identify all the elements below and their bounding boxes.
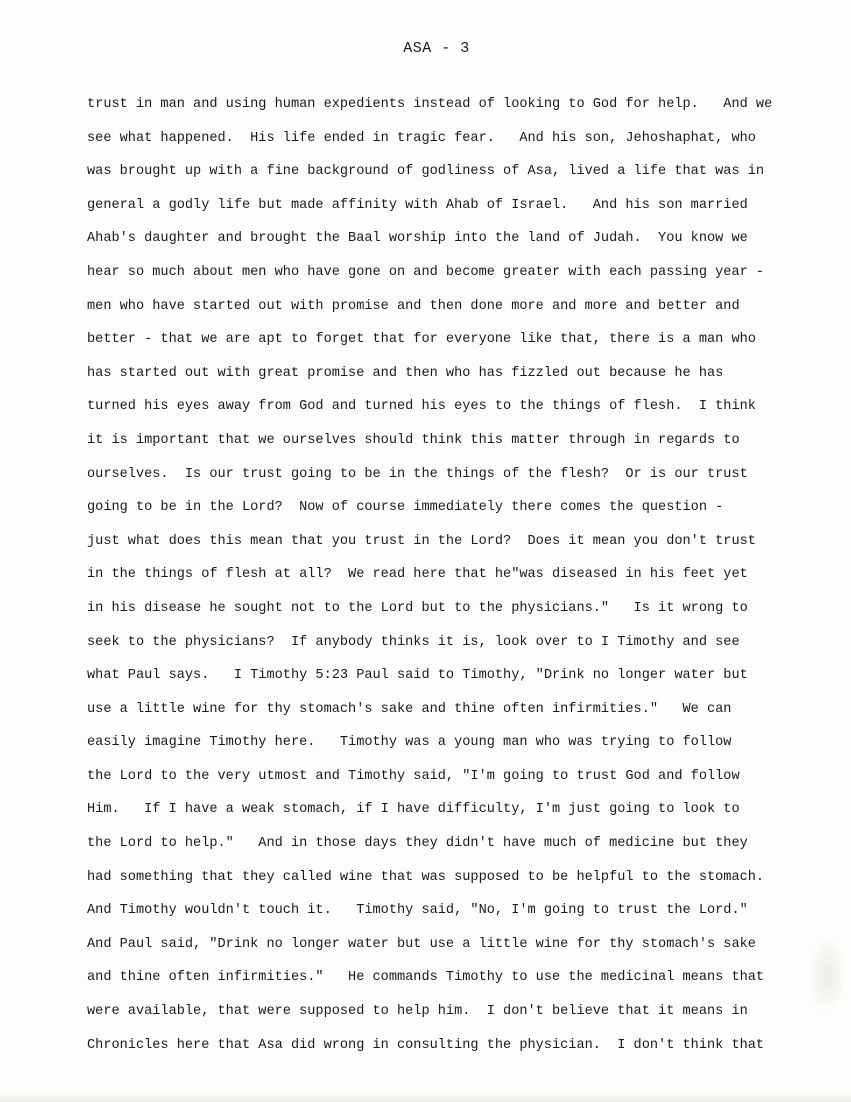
paper-smudge	[807, 935, 847, 1015]
text-line: ourselves. Is our trust going to be in the things of the flesh? Or is our trust	[87, 466, 748, 482]
text-line: use a little wine for thy stomach's sake and thine often infirmities." We can	[87, 701, 732, 717]
text-line: what Paul says. I Timothy 5:23 Paul said to Timothy, "Drink no longer water but	[87, 668, 748, 684]
text-line: And Paul said, "Drink no longer water but use a little wine for thy stomach's sake	[87, 936, 756, 952]
text-line: were available, that were supposed to help him. I don't believe that it means in	[87, 1004, 748, 1020]
text-line: Chronicles here that Asa did wrong in consulting the physician. I don't think that	[87, 1037, 765, 1053]
text-line: see what happened. His life ended in tragic fear. And his son, Jehoshaphat, who	[87, 130, 756, 146]
text-line: easily imagine Timothy here. Timothy was a young man who was trying to follow	[87, 735, 732, 751]
text-line: hear so much about men who have gone on and become greater with each passing year -	[87, 264, 765, 280]
text-line: And Timothy wouldn't touch it. Timothy said, "No, I'm going to trust the Lord."	[87, 903, 748, 919]
text-line: the Lord to the very utmost and Timothy said, "I'm going to trust God and follow	[87, 768, 740, 784]
text-line: has started out with great promise and then who has fizzled out because he has	[87, 365, 724, 381]
text-line: Ahab's daughter and brought the Baal worship into the land of Judah. You know we	[87, 231, 748, 247]
text-line: and thine often infirmities." He commands Timothy to use the medicinal means that	[87, 970, 765, 986]
text-line: trust in man and using human expedients instead of looking to God for help. And we	[87, 97, 773, 112]
text-line: men who have started out with promise and then done more and more and better and	[87, 298, 740, 314]
text-line: in his disease he sought not to the Lord but to the physicians." Is it wrong to	[87, 600, 748, 616]
text-line: turned his eyes away from God and turned his eyes to the things of flesh. I think	[87, 399, 756, 415]
text-line: was brought up with a fine background of godliness of Asa, lived a life that was in	[87, 164, 765, 180]
text-line: just what does this mean that you trust in the Lord? Does it mean you don't trust	[87, 533, 756, 549]
text-line: seek to the physicians? If anybody thinks it is, look over to I Timothy and see	[87, 634, 740, 650]
page-title: ASA - 3	[403, 40, 470, 57]
paper-edge-shadow	[0, 1092, 851, 1102]
text-line: in the things of flesh at all? We read here that he"was diseased in his feet yet	[87, 567, 748, 583]
page-header	[0, 40, 851, 57]
text-line: had something that they called wine that was supposed to be helpful to the stomach.	[87, 869, 765, 885]
body-text	[87, 88, 795, 1062]
text-line: Him. If I have a weak stomach, if I have difficulty, I'm just going to look to	[87, 802, 740, 818]
text-line: it is important that we ourselves should think this matter through in regards to	[87, 432, 740, 448]
text-line: better - that we are apt to forget that for everyone like that, there is a man who	[87, 332, 756, 348]
text-line: general a godly life but made affinity with Ahab of Israel. And his son married	[87, 197, 748, 213]
text-line: going to be in the Lord? Now of course immediately there comes the question -	[87, 500, 724, 516]
text-line: the Lord to help." And in those days they didn't have much of medicine but they	[87, 836, 748, 852]
